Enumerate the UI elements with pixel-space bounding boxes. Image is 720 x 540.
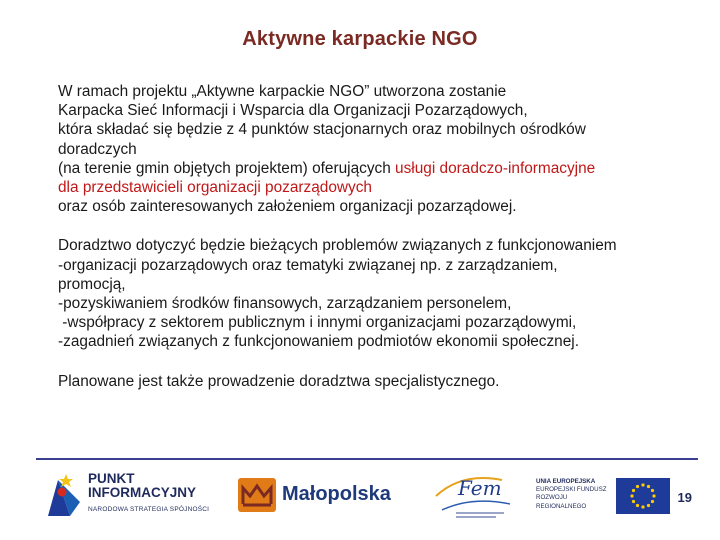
malopolska-label: Małopolska — [282, 483, 391, 505]
eu-label — [536, 478, 612, 511]
text-line: która składać się będzie z 4 punktów stacjonarnych oraz mobilnych ośrodków — [58, 121, 586, 139]
footer-divider — [36, 458, 698, 460]
highlight-text: dla przedstawicieli organizacji pozarządowych — [58, 179, 372, 197]
text-line: Karpacka Sieć Informacji i Wsparcia dla Organizacji Pozarządowych, — [58, 102, 528, 120]
text-line: promocją, — [58, 275, 126, 293]
fem-label: Fem — [458, 476, 502, 500]
text-line: W ramach projektu „Aktywne karpackie NGO” utworzona zostanie — [58, 83, 507, 100]
paragraph-advisory — [58, 236, 718, 351]
page-number: 19 — [677, 490, 692, 505]
text-line: doradczych — [58, 140, 137, 158]
text-segment: (na terenie gmin objętych projektem) oferujących — [58, 159, 396, 177]
malopolska-crown-icon — [238, 478, 276, 512]
eu-fund-line: EUROPEJSKI FUNDUSZ — [536, 486, 607, 494]
text-line: -zagadnień związanych z funkcjonowaniem podmiotów ekonomii społecznej. — [58, 333, 579, 351]
eu-title: UNIA EUROPEJSKA — [536, 478, 596, 485]
text-line: -organizacji pozarządowych oraz tematyki związanej np. z zarządzaniem, — [58, 256, 558, 274]
eu-fund-line: ROZWOJU REGIONALNEGO — [536, 494, 587, 510]
text-line: -pozyskiwaniem środków finansowych, zarządzaniem personelem, — [58, 295, 512, 313]
text-line — [58, 159, 718, 178]
text-line: Doradztwo dotyczyć będzie bieżących problemów związanych z funkcjonowaniem — [58, 237, 617, 255]
highlight-text: usługi doradczo-informacyjne — [395, 159, 596, 177]
punkt-informacyjny-logo — [44, 466, 214, 522]
punkt-label: PUNKT — [88, 471, 135, 486]
body-text — [58, 82, 718, 391]
text-line: -współpracy z sektorem publicznym i innymi organizacjami pozarządowymi, — [58, 314, 577, 332]
nss-subtitle: NARODOWA STRATEGIA SPÓJNOŚCI — [88, 506, 210, 513]
nss-emblem-icon — [44, 466, 84, 518]
paragraph-specialist: Planowane jest także prowadzenie doradztwa specjalistycznego. — [58, 372, 500, 390]
text-line: oraz osób zainteresowanych założeniem organizacji pozarządowej. — [58, 198, 517, 216]
eu-flag-icon — [616, 478, 670, 514]
fem-logo — [432, 470, 518, 522]
slide-title: Aktywne karpackie NGO — [242, 28, 478, 50]
informacyjny-label: INFORMACYJNY — [88, 485, 197, 500]
malopolska-logo — [238, 475, 414, 515]
eu-logo — [536, 476, 676, 516]
punkt-informacyjny-label — [88, 472, 196, 500]
paragraph-project — [58, 82, 718, 216]
